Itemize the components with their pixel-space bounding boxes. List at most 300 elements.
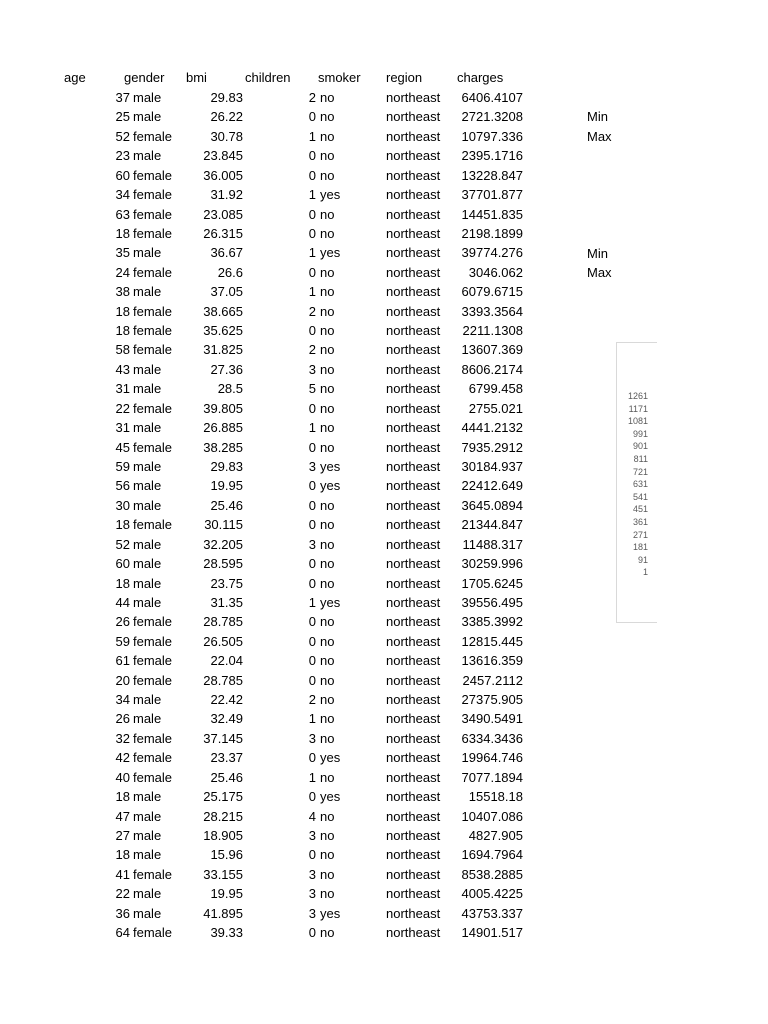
cell-children: 0 [308,925,316,941]
cell-children: 1 [308,594,316,610]
cell-region: northeast [386,769,441,785]
cell-smoker: no [320,128,335,144]
cell-gender: male [133,245,162,261]
cell-gender: female [133,128,173,144]
cell-children: 0 [308,653,316,669]
table-row [0,148,540,167]
cell-region: northeast [386,653,441,669]
axis-tick-label: 361 [632,517,648,527]
axis-tick-label: 721 [632,466,648,477]
cell-bmi: 41.895 [203,905,243,921]
axis-tick-label: 451 [632,504,648,515]
cell-age: 44 [115,594,130,610]
cell-age: 27 [115,827,130,843]
cell-region: northeast [386,536,441,552]
cell-age: 34 [115,187,130,203]
cell-smoker: no [320,866,335,882]
cell-charges: 22412.649 [461,478,523,494]
cell-children: 0 [308,497,316,513]
cell-age: 59 [115,458,130,474]
cell-smoker: no [320,361,335,377]
cell-region: northeast [386,575,441,591]
cell-region: northeast [386,245,441,261]
cell-smoker: no [320,303,335,319]
cell-gender: male [133,90,162,105]
cell-age: 26 [115,711,130,727]
cell-region: northeast [386,556,441,572]
cell-bmi: 37.05 [210,284,243,300]
cell-bmi: 15.96 [210,847,243,863]
table-row [0,906,540,925]
cell-bmi: 31.92 [210,187,243,203]
cell-gender: male [133,361,162,377]
axis-tick-label: 1171 [628,403,648,414]
cell-age: 56 [115,478,130,494]
cell-smoker: no [320,225,335,241]
table-row [0,809,540,828]
cell-bmi: 22.42 [210,692,243,708]
table-row [0,90,540,109]
table-row [0,304,540,323]
cell-children: 0 [308,109,316,125]
cell-age: 45 [115,439,130,455]
cell-children: 0 [308,517,316,533]
table-row [0,576,540,595]
cell-charges: 12815.445 [461,633,523,649]
cell-smoker: no [320,323,335,339]
axis-tick-label: 1261 [627,391,648,401]
table-row [0,342,540,361]
cell-gender: female [133,614,173,630]
cell-age: 40 [115,769,130,785]
table-row [0,440,540,459]
cell-gender: male [133,808,162,824]
cell-age: 52 [115,128,130,144]
cell-charges: 4441.2132 [461,420,523,436]
cell-bmi: 38.665 [203,303,243,319]
cell-gender: male [133,497,162,513]
cell-smoker: no [320,439,335,455]
cell-smoker: no [320,109,335,125]
cell-gender: male [133,109,162,125]
cell-bmi: 23.085 [203,206,243,222]
cell-children: 3 [308,905,316,921]
cell-region: northeast [386,789,441,805]
cell-bmi: 29.83 [210,458,243,474]
cell-charges: 2198.1899 [461,225,523,241]
cell-gender: female [133,206,173,222]
cell-region: northeast [386,886,441,902]
cell-smoker: no [320,90,335,105]
cell-bmi: 26.885 [203,420,243,436]
cell-age: 60 [115,556,130,572]
table-row [0,168,540,187]
cell-children: 0 [308,575,316,591]
cell-smoker: yes [320,478,341,494]
cell-age: 24 [115,264,130,280]
table-row [0,925,540,944]
cell-children: 3 [308,866,316,882]
cell-gender: female [133,439,173,455]
cell-bmi: 26.6 [217,264,243,280]
cell-smoker: no [320,556,335,572]
cell-age: 18 [115,789,130,805]
cell-charges: 2755.021 [468,400,523,416]
cell-bmi: 28.5 [217,381,243,397]
cell-bmi: 19.95 [210,886,243,902]
cell-region: northeast [386,264,441,280]
cell-smoker: no [320,536,335,552]
cell-bmi: 38.285 [203,439,243,455]
table-row [0,731,540,750]
cell-gender: male [133,594,162,610]
header-children: children [245,70,291,85]
cell-charges: 43753.337 [461,905,523,921]
cell-region: northeast [386,730,441,746]
table-row [0,537,540,556]
cell-gender: male [133,886,162,902]
cell-region: northeast [386,458,441,474]
cell-age: 31 [115,420,130,436]
table-row [0,207,540,226]
cell-gender: male [133,905,162,921]
cell-children: 1 [308,420,316,436]
cell-region: northeast [386,905,441,921]
cell-smoker: yes [320,458,341,474]
cell-region: northeast [386,614,441,630]
cell-gender: female [133,769,173,785]
cell-charges: 3490.5491 [461,711,523,727]
cell-region: northeast [386,594,441,610]
header-gender: gender [124,70,165,85]
cell-charges: 13228.847 [461,167,523,183]
cell-region: northeast [386,225,441,241]
cell-age: 36 [115,905,130,921]
cell-children: 3 [308,886,316,902]
cell-smoker: yes [320,789,341,805]
table-row [0,517,540,536]
cell-smoker: no [320,886,335,902]
cell-children: 0 [308,672,316,688]
cell-age: 31 [115,381,130,397]
cell-age: 38 [115,284,130,300]
cell-age: 60 [115,167,130,183]
cell-age: 34 [115,692,130,708]
cell-gender: male [133,711,162,727]
cell-bmi: 36.005 [203,167,243,183]
cell-charges: 30184.937 [461,458,523,474]
cell-children: 0 [308,439,316,455]
table-row [0,867,540,886]
cell-age: 23 [115,148,130,164]
cell-gender: female [133,866,173,882]
cell-children: 2 [308,692,316,708]
cell-gender: female [133,925,173,941]
cell-smoker: no [320,692,335,708]
cell-region: northeast [386,206,441,222]
cell-smoker: no [320,400,335,416]
cell-gender: female [133,653,173,669]
cell-bmi: 26.315 [203,225,243,241]
cell-charges: 14451.835 [461,206,523,222]
cell-age: 52 [115,536,130,552]
cell-bmi: 25.46 [210,497,243,513]
cell-region: northeast [386,167,441,183]
cell-children: 0 [308,167,316,183]
cell-bmi: 32.205 [203,536,243,552]
cell-region: northeast [386,827,441,843]
cell-smoker: no [320,381,335,397]
cell-region: northeast [386,381,441,397]
cell-charges: 7077.1894 [461,769,523,785]
cell-smoker: no [320,633,335,649]
cell-bmi: 26.22 [210,109,243,125]
cell-gender: female [133,672,173,688]
cell-age: 35 [115,245,130,261]
axis-tick-label: 271 [632,529,648,540]
table-row [0,478,540,497]
cell-children: 3 [308,458,316,474]
cell-gender: female [133,342,173,358]
table-row [0,362,540,381]
cell-gender: female [133,750,173,766]
cell-charges: 6406.4107 [461,90,523,105]
cell-gender: female [133,517,173,533]
cell-charges: 10797.336 [461,128,523,144]
cell-children: 0 [308,556,316,572]
cell-smoker: yes [320,245,341,261]
cell-gender: male [133,575,162,591]
cell-bmi: 30.78 [210,128,243,144]
cell-gender: female [133,400,173,416]
cell-region: northeast [386,148,441,164]
cell-gender: male [133,536,162,552]
cell-age: 30 [115,497,130,513]
cell-charges: 6799.458 [468,381,523,397]
axis-tick-label: 181 [632,542,648,553]
cell-children: 0 [308,614,316,630]
table-row [0,673,540,692]
cell-children: 0 [308,633,316,649]
cell-charges: 30259.996 [461,556,523,572]
axis-tick-label: 811 [633,454,648,464]
cell-children: 0 [308,847,316,863]
cell-smoker: no [320,148,335,164]
cell-region: northeast [386,692,441,708]
cell-smoker: no [320,711,335,727]
cell-region: northeast [386,672,441,688]
cell-children: 1 [308,769,316,785]
cell-children: 0 [308,323,316,339]
cell-gender: female [133,187,173,203]
axis-tick-label: 901 [632,441,648,452]
cell-charges: 3385.3992 [461,614,523,630]
cell-charges: 6079.6715 [461,284,523,300]
cell-children: 1 [308,711,316,727]
cell-age: 58 [115,342,130,358]
cell-region: northeast [386,323,441,339]
cell-children: 0 [308,148,316,164]
cell-age: 18 [115,847,130,863]
table-row [0,245,540,264]
cell-smoker: no [320,575,335,591]
cell-gender: female [133,633,173,649]
cell-gender: female [133,303,173,319]
cell-age: 18 [115,225,130,241]
cell-charges: 21344.847 [461,517,523,533]
cell-charges: 37701.877 [461,187,523,203]
cell-smoker: no [320,264,335,280]
table-row [0,459,540,478]
axis-tick-label: 91 [637,554,648,565]
table-row [0,381,540,400]
cell-children: 2 [308,303,316,319]
cell-children: 0 [308,225,316,241]
cell-gender: male [133,789,162,805]
table-row [0,692,540,711]
cell-smoker: no [320,827,335,843]
cell-bmi: 37.145 [203,730,243,746]
axis-tick-label: 1 [642,567,648,578]
cell-region: northeast [386,90,441,105]
cell-gender: male [133,556,162,572]
cell-children: 3 [308,730,316,746]
cell-region: northeast [386,750,441,766]
cell-smoker: yes [320,187,341,203]
table-row [0,614,540,633]
cell-children: 4 [308,808,316,824]
axis-tick-label: 541 [632,491,648,502]
cell-charges: 4005.4225 [461,886,523,902]
axis-tick-label: 991 [632,428,648,439]
cell-gender: male [133,458,162,474]
table-row [0,401,540,420]
table-row [0,595,540,614]
cell-smoker: no [320,167,335,183]
cell-charges: 11488.317 [462,536,523,552]
cell-age: 59 [115,633,130,649]
cell-smoker: no [320,730,335,746]
cell-bmi: 39.805 [203,400,243,416]
cell-charges: 2395.1716 [461,148,523,164]
cell-charges: 39774.276 [461,245,523,261]
cell-region: northeast [386,342,441,358]
cell-children: 0 [308,478,316,494]
cell-bmi: 22.04 [210,653,243,669]
cell-charges: 4827.905 [468,827,523,843]
cell-gender: male [133,847,162,863]
table-row [0,711,540,730]
cell-bmi: 19.95 [210,478,243,494]
cell-gender: female [133,167,173,183]
side-label: Max [587,129,612,144]
table-row [0,129,540,148]
cell-smoker: no [320,420,335,436]
cell-smoker: no [320,925,335,941]
cell-bmi: 23.845 [203,148,243,164]
table-row [0,789,540,808]
cell-region: northeast [386,128,441,144]
side-label: Min [587,109,608,124]
cell-age: 61 [115,653,130,669]
cell-charges: 2211.1308 [462,323,523,339]
cell-charges: 3393.3564 [461,303,523,319]
cell-smoker: yes [320,594,341,610]
cell-charges: 2721.3208 [461,109,523,125]
cell-age: 63 [115,206,130,222]
cell-bmi: 25.46 [210,769,243,785]
cell-charges: 7935.2912 [461,439,523,455]
cell-charges: 8538.2885 [461,866,523,882]
header-age: age [64,70,86,85]
axis-tick-label: 1081 [627,416,648,427]
cell-charges: 3046.062 [468,264,523,280]
cell-region: northeast [386,517,441,533]
table-row [0,498,540,517]
cell-children: 2 [308,342,316,358]
cell-children: 0 [308,264,316,280]
cell-smoker: no [320,808,335,824]
cell-bmi: 23.37 [210,750,243,766]
cell-smoker: no [320,517,335,533]
cell-gender: male [133,478,162,494]
header-charges: charges [457,70,504,85]
table-row [0,284,540,303]
cell-region: northeast [386,400,441,416]
cell-region: northeast [386,866,441,882]
cell-gender: male [133,420,162,436]
cell-region: northeast [386,633,441,649]
table-row [0,750,540,769]
cell-age: 41 [115,866,130,882]
cell-bmi: 35.625 [203,323,243,339]
cell-bmi: 29.83 [210,90,243,105]
cell-bmi: 31.35 [210,594,243,610]
cell-children: 1 [308,128,316,144]
cell-bmi: 23.75 [210,575,243,591]
cell-bmi: 30.115 [204,517,243,533]
cell-bmi: 28.785 [203,614,243,630]
cell-age: 25 [115,109,130,125]
cell-bmi: 18.905 [203,827,243,843]
cell-bmi: 28.215 [203,808,243,824]
cell-bmi: 27.36 [210,361,243,377]
cell-gender: male [133,284,162,300]
cell-bmi: 28.785 [203,672,243,688]
cell-age: 18 [115,517,130,533]
cell-smoker: no [320,614,335,630]
table-row [0,109,540,128]
table-row [0,265,540,284]
cell-charges: 2457.2112 [462,672,523,688]
cell-bmi: 36.67 [210,245,243,261]
cell-smoker: no [320,769,335,785]
cell-age: 37 [115,90,130,105]
cell-smoker: no [320,206,335,222]
cell-gender: female [133,264,173,280]
cell-children: 1 [308,187,316,203]
table-row [0,323,540,342]
cell-charges: 19964.746 [461,750,523,766]
cell-children: 0 [308,400,316,416]
cell-region: northeast [386,187,441,203]
cell-age: 47 [115,808,130,824]
side-label: Max [587,265,612,280]
table-row [0,770,540,789]
cell-age: 64 [115,925,130,941]
cell-smoker: no [320,653,335,669]
cell-smoker: no [320,284,335,300]
